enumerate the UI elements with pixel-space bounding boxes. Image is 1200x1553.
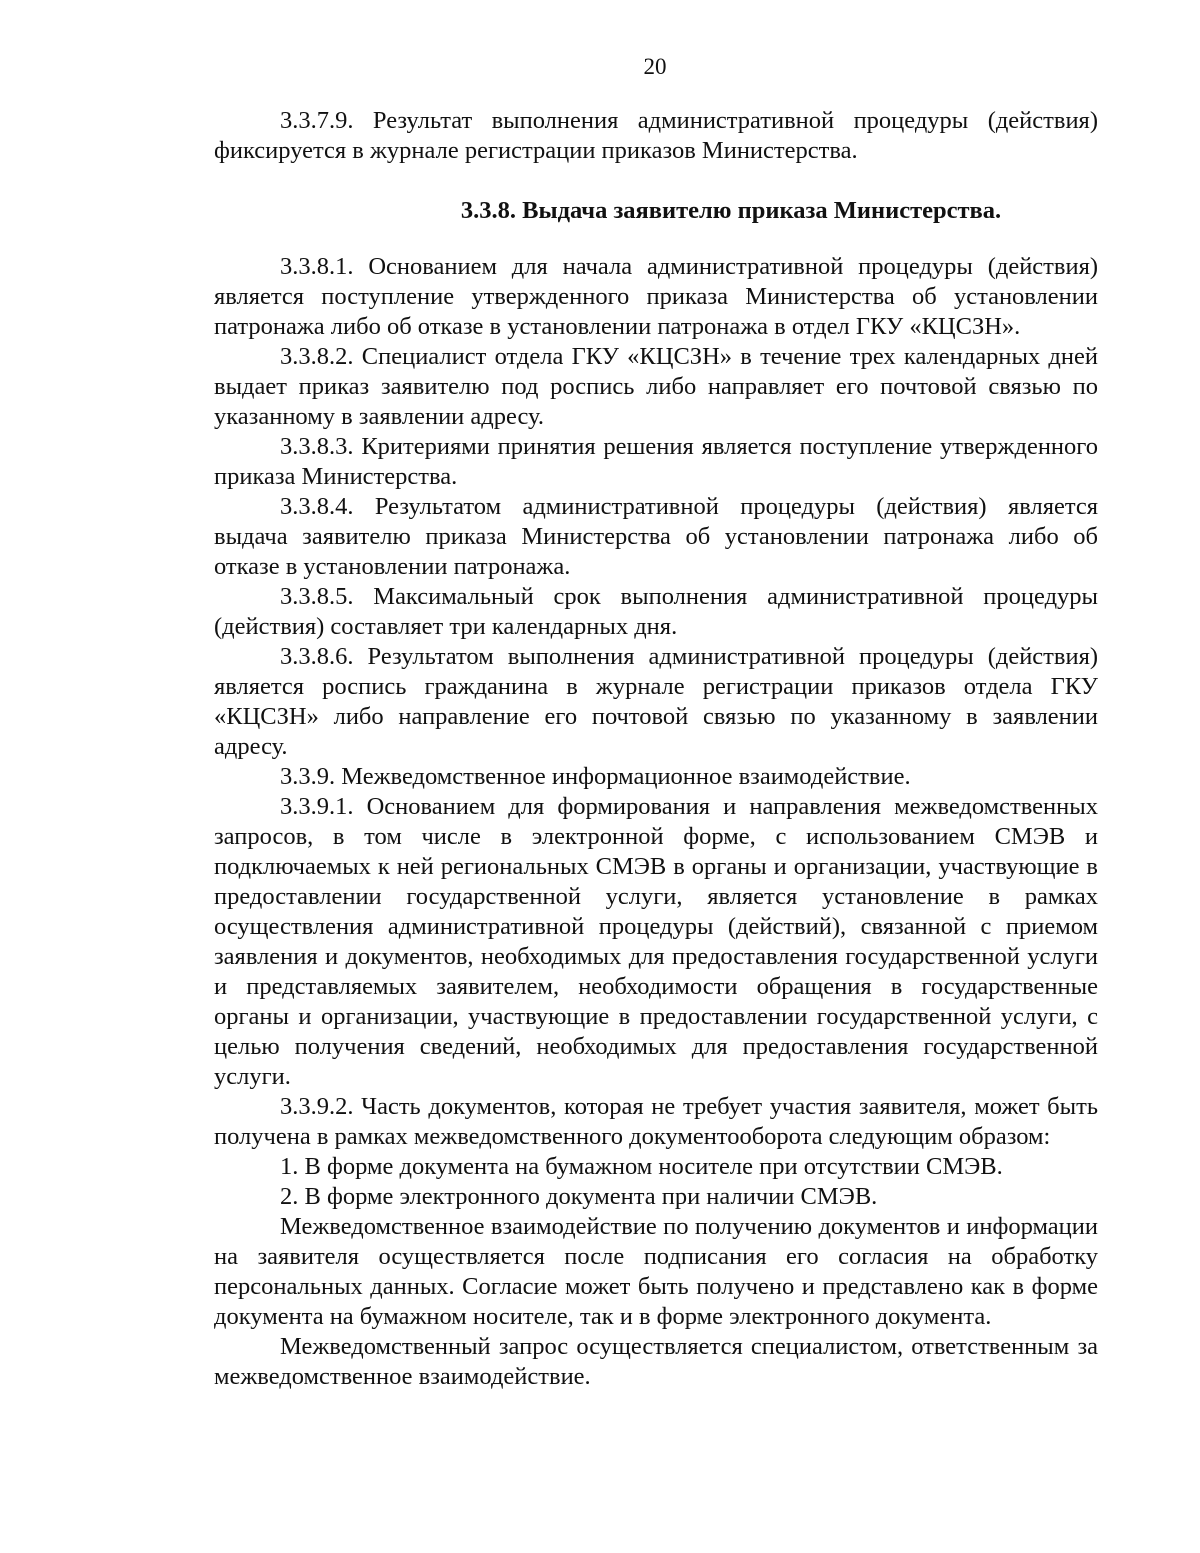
paragraph-3-3-7-9: 3.3.7.9. Результат выполнения административной процедуры (действия) фиксируется в журнале регистрации приказов Министерства. xyxy=(214,107,1098,164)
paragraph-3-3-8-6: 3.3.8.6. Результатом выполнения административной процедуры (действия) является роспись гражданина в журнале регистрации приказов отдела ГКУ «КЦСЗН» либо направление его почтовой связью по указанному в заявлении адресу. xyxy=(214,643,1098,760)
paragraph-3-3-8-5: 3.3.8.5. Максимальный срок выполнения административной процедуры (действия) составляет три календарных дня. xyxy=(214,583,1098,640)
paragraph-3-3-8-1: 3.3.8.1. Основанием для начала административной процедуры (действия) является поступление утвержденного приказа Министерства об установлении патронажа либо об отказе в установлении патронажа в отдел ГКУ «КЦСЗН». xyxy=(214,253,1098,340)
list-item-2: 2. В форме электронного документа при наличии СМЭВ. xyxy=(280,1183,878,1210)
document-body xyxy=(214,106,1098,1392)
paragraph-3-3-9: 3.3.9. Межведомственное информационное взаимодействие. xyxy=(280,763,911,790)
paragraph-3-3-8-4: 3.3.8.4. Результатом административной процедуры (действия) является выдача заявителю приказа Министерства об установлении патронажа либо об отказе в установлении патронажа. xyxy=(214,493,1098,580)
list-item-1: 1. В форме документа на бумажном носителе при отсутствии СМЭВ. xyxy=(280,1153,1003,1180)
paragraph-3-3-8-3: 3.3.8.3. Критериями принятия решения является поступление утвержденного приказа Министерства. xyxy=(214,433,1098,490)
spacer xyxy=(214,166,1098,196)
paragraph-3-3-9-2: 3.3.9.2. Часть документов, которая не требует участия заявителя, может быть получена в рамках межведомственного документооборота следующим образом: xyxy=(214,1093,1098,1150)
paragraph-interagency-consent: Межведомственное взаимодействие по получению документов и информации на заявителя осуществляется после подписания его согласия на обработку персональных данных. Согласие может быть получено и представлено как в форме документа на бумажном носителе, так и в форме электронного документа. xyxy=(214,1213,1098,1330)
spacer xyxy=(214,226,1098,252)
page-number: 20 xyxy=(643,54,667,79)
paragraph-3-3-9-1: 3.3.9.1. Основанием для формирования и направления межведомственных запросов, в том числе в электронной форме, с использованием СМЭВ и подключаемых к ней региональных СМЭВ в органы и организации, участвующие в предоставлении государственной услуги, является установление в рамках осуществления административной процедуры (действий), связанной с приемом заявления и документов, необходимых для предоставления государственной услуги и представляемых заявителем, необходимости обращения в государственные органы и организации, участвующие в предоставлении государственной услуги, с целью получения сведений, необходимых для предоставления государственной услуги. xyxy=(214,793,1098,1090)
section-heading: 3.3.8. Выдача заявителю приказа Министерства. xyxy=(460,197,1002,224)
paragraph-3-3-8-2: 3.3.8.2. Специалист отдела ГКУ «КЦСЗН» в течение трех календарных дней выдает приказ заявителю под роспись либо направляет его почтовой связью по указанному в заявлении адресу. xyxy=(214,343,1098,430)
paragraph-interagency-request: Межведомственный запрос осуществляется специалистом, ответственным за межведомственное взаимодействие. xyxy=(214,1333,1098,1390)
